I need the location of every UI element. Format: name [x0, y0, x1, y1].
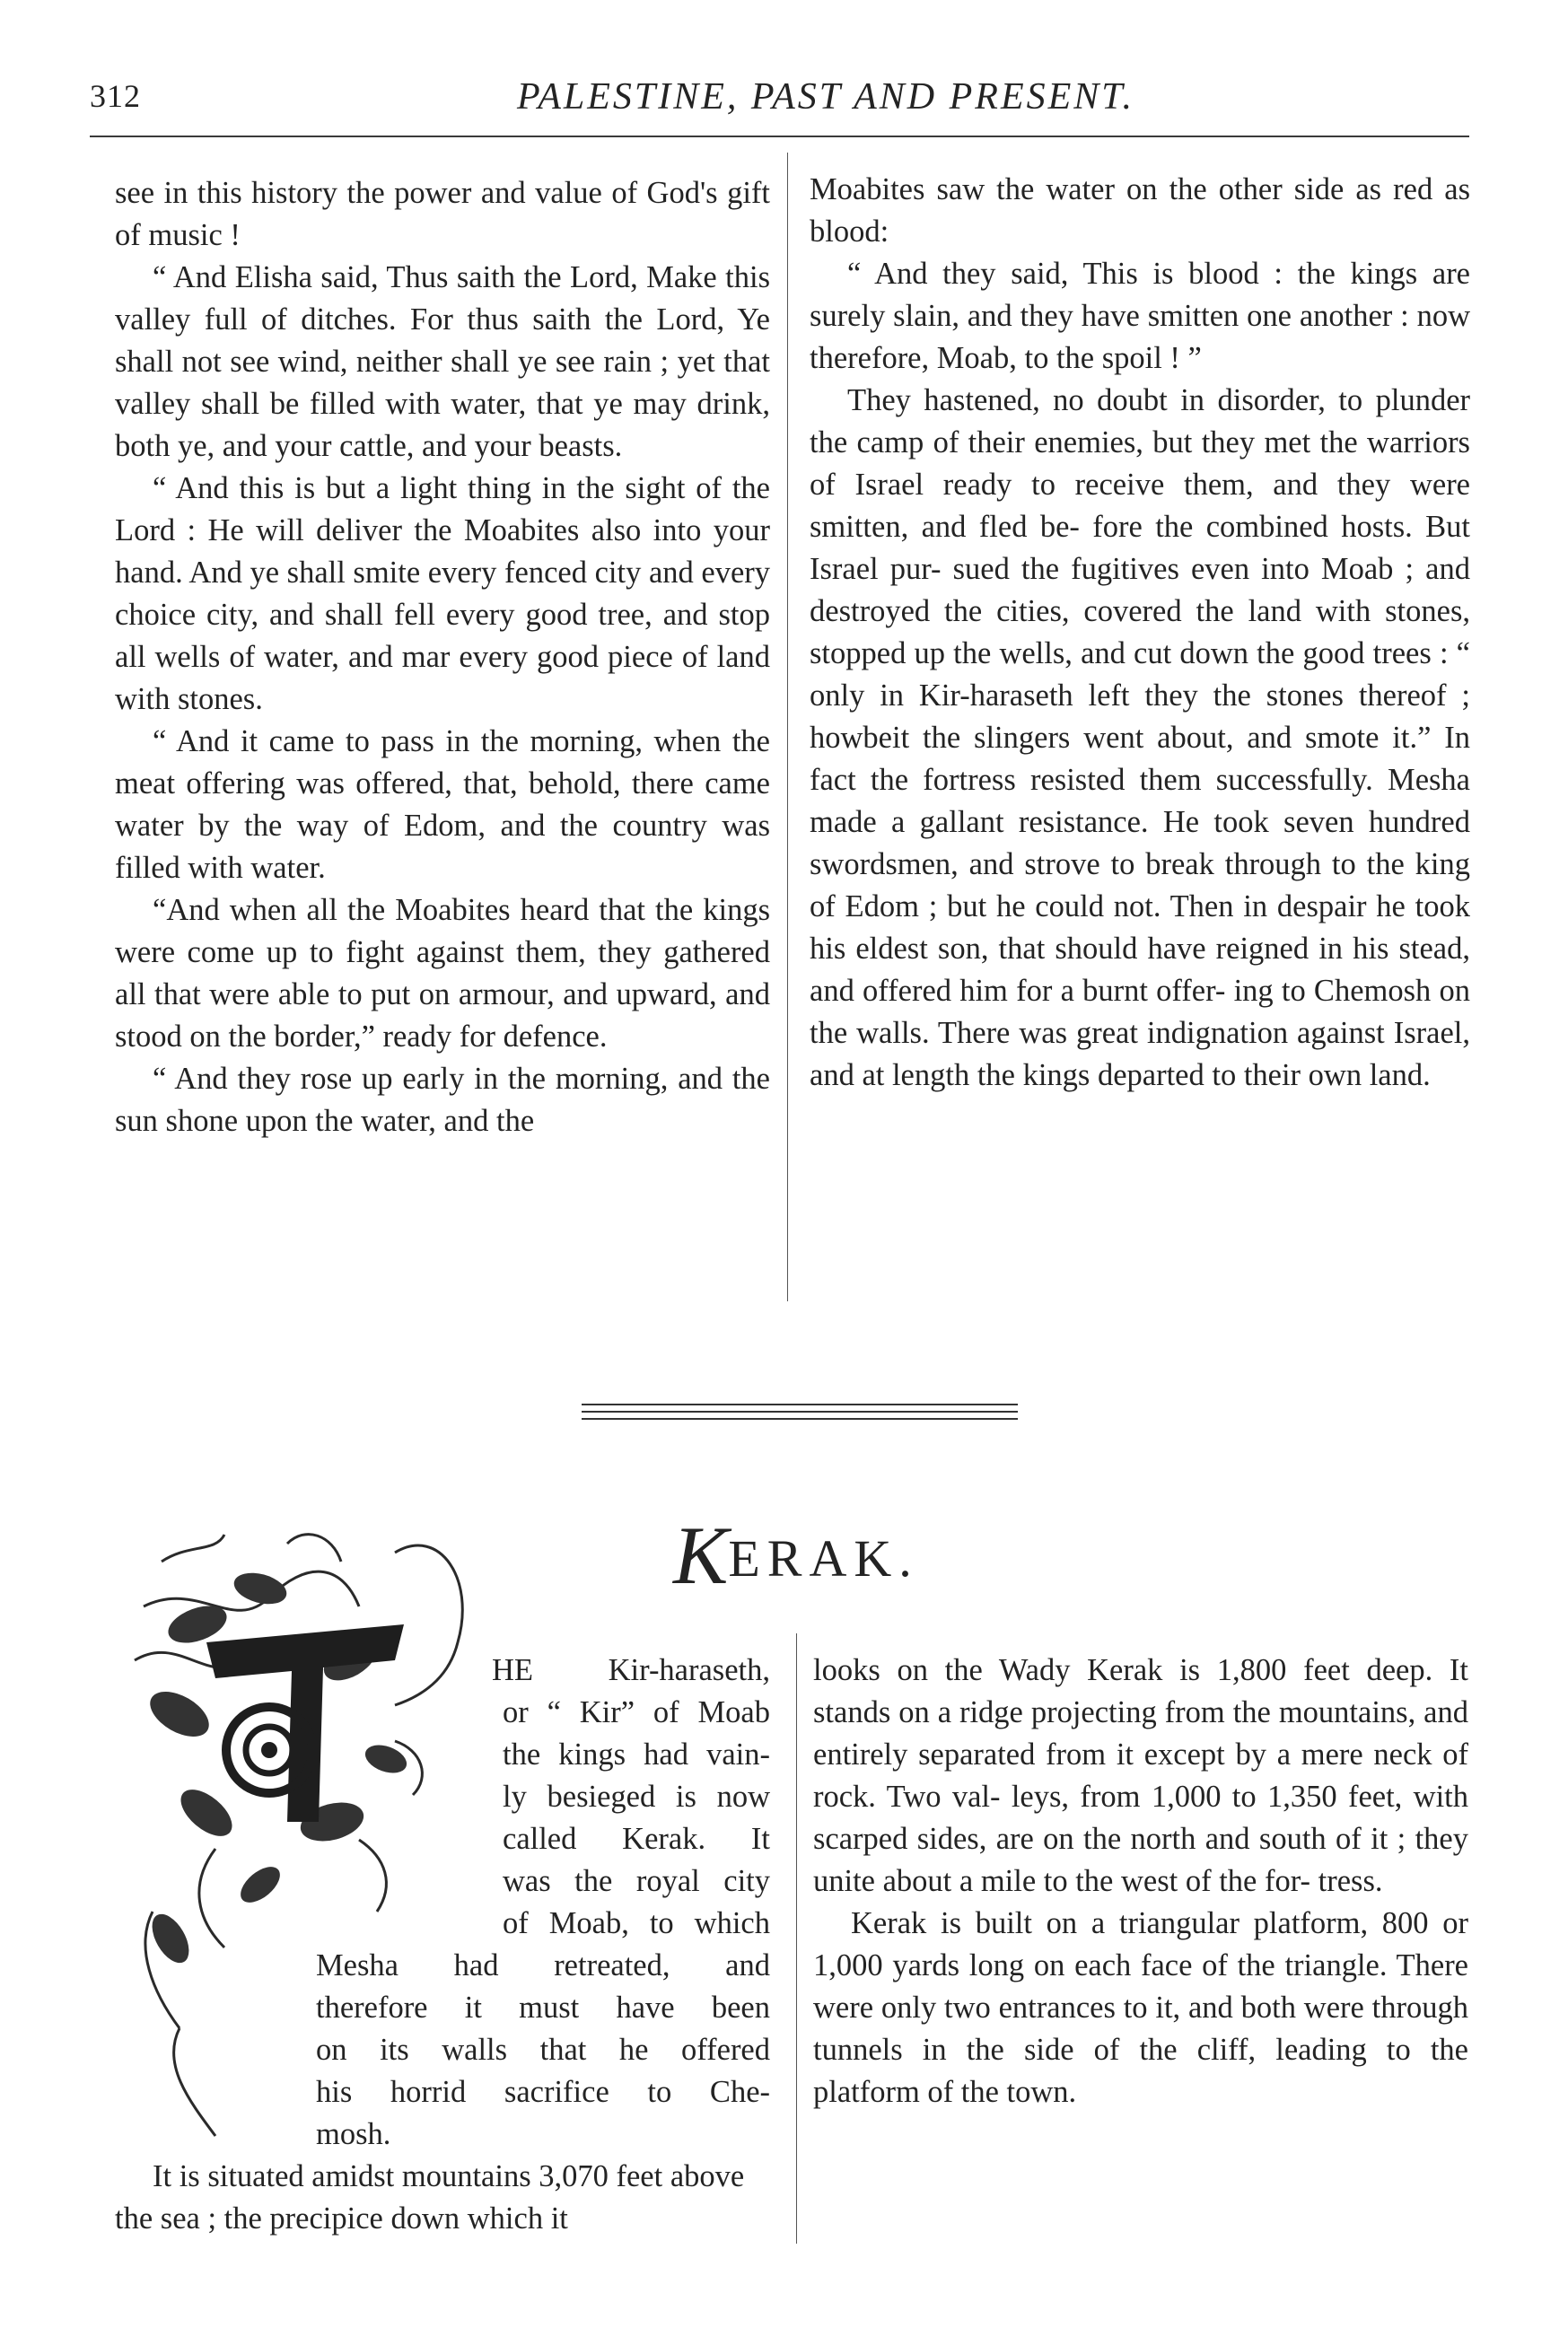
section-title-rest: ERAK. — [728, 1529, 919, 1588]
paragraph: “ And this is but a light thing in the sight of the Lord : He will deliver the Moabites also into your hand. And ye shall smite every fenced city and every choice city, and shall fell every good tree, and stop all wells of water, and mar every good piece of land with stones. — [115, 471, 770, 716]
paragraph: “ And they rose up early in the morning, and the sun shone upon the water, and the — [115, 1062, 770, 1138]
text-line: ly besieged is now — [503, 1780, 770, 1814]
text-line: of Moab, to which — [503, 1906, 770, 1940]
paragraph: looks on the Wady Kerak is 1,800 feet deep. It stands on a ridge projecting from the mountains, and entirely separated from it except by a mere neck of rock. Two val- leys, from 1,000 to 1,350 feet, with scarped sides, are on the north and south of it ; they unite about a mile to the west of the for- tress. — [813, 1653, 1468, 1898]
text-line: HE Kir-haraseth, — [492, 1653, 770, 1687]
text-line: the kings had vain- — [503, 1737, 770, 1772]
bottom-right-column — [813, 1650, 1468, 2114]
paragraph: Moabites saw the water on the other side as red as blood: — [810, 172, 1470, 249]
text-line: called Kerak. It — [503, 1822, 770, 1856]
paragraph: see in this history the power and value of God's gift of music ! — [115, 176, 770, 252]
separator-rule — [582, 1411, 1018, 1413]
header-rule — [90, 136, 1469, 137]
paragraph: “ And it came to pass in the morning, when the meat offering was offered, that, behold, there came water by the way of Edom, and the country was filled with water. — [115, 724, 770, 885]
paragraph: They hastened, no doubt in disorder, to plunder the camp of their enemies, but they met the warriors of Israel ready to receive them, and they were smitten, and fled be- fore the combined hosts. But Israel pur- sued the fugitives even into Moab ; and destroyed the cities, covered the land with stones, stopped up the wells, and cut down the good trees : “ only in Kir-haraseth left they the stones thereof ; howbeit the slingers went about, and smote it.” In fact the fortress resisted them successfully. Mesha made a gallant resistance. He took seven hundred swordsmen, and strove to break through to the king of Edom ; but he could not. Then in despair he took his eldest son, that should have reigned in his stead, and offered him for a burnt offer- ing to Chemosh on the walls. There was great indignation against Israel, and at length the kings departed to their own land. — [810, 383, 1470, 1092]
text-line: on its walls that he offered — [316, 2033, 770, 2067]
text-line: his horrid sacrifice to Che- — [316, 2075, 770, 2109]
running-title: PALESTINE, PAST AND PRESENT. — [516, 76, 1135, 118]
separator-rule — [582, 1404, 1018, 1405]
page-number: 312 — [90, 78, 141, 114]
column-rule — [796, 1633, 797, 2244]
paragraph: “ And Elisha said, Thus saith the Lord, Make this valley full of ditches. For thus saith the Lord, Ye shall not see wind, neither shall ye see rain ; yet that valley shall be filled with water, that ye may drink, both ye, and your cattle, and your beasts. — [115, 260, 770, 463]
paragraph: Kerak is built on a triangular platform, 800 or 1,000 yards long on each face of the triangle. There were only two entrances to it, and both were through tunnels in the side of the cliff, leading to the platform of the town. — [813, 1906, 1468, 2109]
column-rule — [787, 153, 788, 1301]
top-left-column — [115, 172, 770, 1142]
top-right-column — [810, 169, 1470, 1097]
text-line: mosh. — [316, 2117, 391, 2151]
paragraph: “And when all the Moabites heard that the kings were come up to fight against them, they gathered all that were able to put on armour, and upward, and stood on the border,” ready for defence. — [115, 893, 770, 1054]
paragraph: It is situated amidst mountains 3,070 feet above the sea ; the precipice down which it — [115, 2159, 745, 2236]
section-title-initial: K — [673, 1510, 729, 1601]
paragraph: “ And they said, This is blood : the kings are surely slain, and they have smitten one another : now therefore, Moab, to the spoil ! ” — [810, 257, 1470, 375]
separator-rule — [582, 1418, 1018, 1420]
text-line: was the royal city — [503, 1864, 770, 1898]
text-line: therefore it must have been — [316, 1991, 770, 2025]
text-line: or “ Kir” of Moab — [503, 1695, 770, 1729]
text-line: Mesha had retreated, and — [316, 1948, 770, 1982]
section-title — [673, 1508, 919, 1603]
